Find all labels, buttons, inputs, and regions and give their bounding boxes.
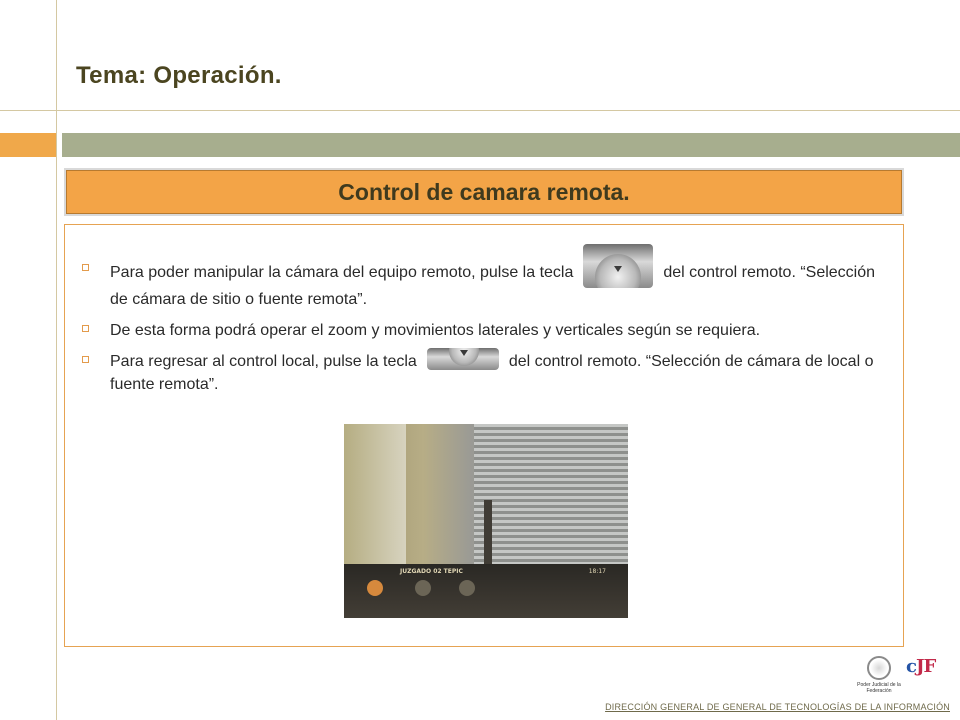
remote-camera-select-key-icon <box>583 244 653 288</box>
bullet-text-part2: del control remoto. “Selección de cámara de local o fuente remota”. <box>110 353 874 393</box>
bullet-item-local-camera <box>82 350 882 396</box>
header-orange-block <box>0 133 56 157</box>
bullet-square-icon <box>82 264 89 271</box>
video-wall-area <box>344 424 406 564</box>
mexican-coat-of-arms-icon <box>867 656 891 680</box>
video-osd-bar <box>344 564 628 618</box>
header-horizontal-rule <box>0 110 960 111</box>
bullet-square-icon <box>82 325 89 332</box>
logo-cjf <box>906 656 952 696</box>
bullet-square-icon <box>82 356 89 363</box>
osd-time: 18:17 <box>588 568 606 575</box>
osd-site-title: JUZGADO 02 TEPIC <box>400 568 463 575</box>
bullet-list <box>82 258 882 404</box>
local-camera-select-key-icon <box>427 348 499 370</box>
bullet-text-part2: del control remoto. “Selección de cámara de sitio o fuente remota”. <box>110 264 876 308</box>
page-title: Tema: Operación. <box>76 62 282 89</box>
logo-pjf-caption: Poder Judicial de la Federación <box>857 682 901 694</box>
video-conference-screenshot <box>344 424 628 618</box>
bullet-text-part1: Para poder manipular la cámara del equipo remoto, pulse la tecla <box>110 264 574 282</box>
bullet-text: De esta forma podrá operar el zoom y movimientos laterales y verticales según se requiera. <box>110 322 761 339</box>
bullet-item-remote-camera <box>82 258 882 311</box>
bullet-item-zoom <box>82 319 882 342</box>
left-vertical-rule <box>56 0 57 720</box>
osd-microphone-icon <box>362 580 388 608</box>
footer-department-text: DIRECCIÓN GENERAL DE GENERAL DE TECNOLOGÍAS DE LA INFORMACIÓN <box>605 702 950 712</box>
video-window-blinds <box>474 424 628 564</box>
header-green-bar <box>62 133 960 157</box>
section-title: Control de camara remota. <box>338 178 630 205</box>
osd-lock-icon <box>454 580 480 608</box>
bullet-text-part1: Para regresar al control local, pulse la tecla <box>110 353 417 370</box>
cjf-logo-mark: cJF <box>906 656 936 677</box>
osd-camera-icon <box>410 580 436 608</box>
logo-poder-judicial <box>856 656 902 702</box>
section-banner <box>64 168 904 216</box>
